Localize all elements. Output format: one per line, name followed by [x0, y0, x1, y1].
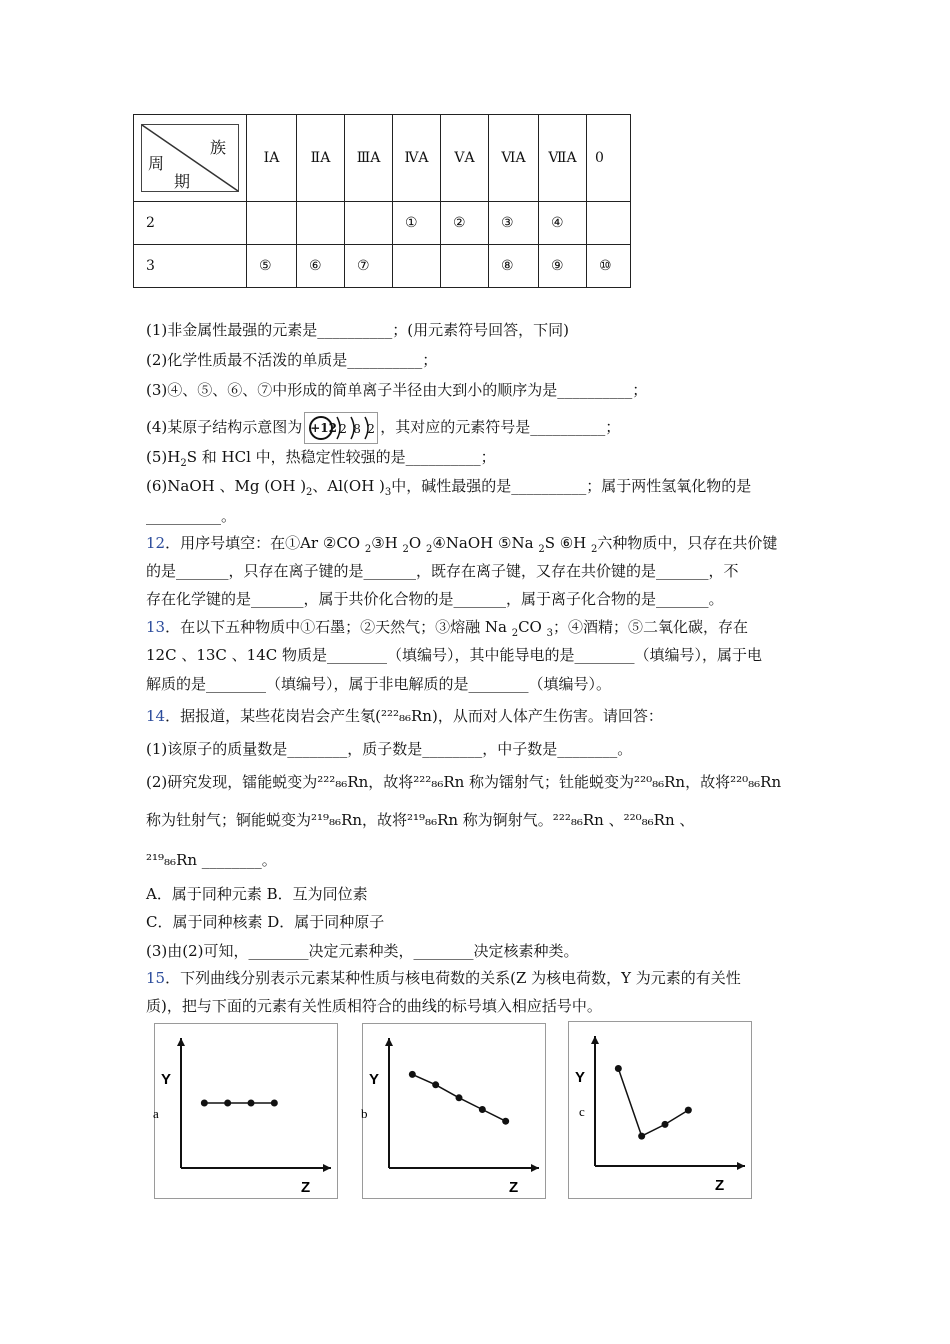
- sub: 2: [364, 544, 372, 555]
- data-point: [662, 1121, 669, 1128]
- table-cell: ⑩: [587, 245, 631, 288]
- q13-l1-a: ．在以下五种物质中①石墨；②天然气；③熔融 Na: [165, 618, 512, 636]
- chart-label: b: [361, 1106, 368, 1121]
- q11-l6-c: 中，碱性最强的是__________；属于两性氢氧化物的是: [391, 477, 752, 495]
- data-point: [502, 1118, 509, 1125]
- x-axis-arrow: [737, 1162, 745, 1170]
- atom-nucleus: +12: [310, 421, 338, 435]
- chart-a: [154, 1023, 338, 1199]
- q11-line-5: [146, 447, 496, 474]
- data-point: [456, 1094, 463, 1101]
- chart-c: [568, 1021, 752, 1199]
- header-cell: ⅤA: [441, 115, 489, 202]
- sub: 3: [546, 628, 553, 639]
- series-line: [618, 1069, 688, 1137]
- table-cell: ④: [539, 202, 587, 245]
- periodic-table: [133, 114, 631, 288]
- data-point: [432, 1081, 439, 1088]
- q11-line-6: [146, 476, 751, 503]
- y-axis-label: Y: [161, 1071, 172, 1088]
- atom-diagram: [304, 412, 378, 444]
- q11-line-2: (2)化学性质最不活泼的单质是__________；: [146, 351, 438, 369]
- q11-line-4-a: (4)某原子结构示意图为: [146, 418, 303, 436]
- q14-line-1: [146, 706, 663, 726]
- q11-line-4-b: ，其对应的元素符号是__________；: [380, 418, 621, 436]
- header-cell: ⅣA: [393, 115, 441, 202]
- header-cell: ⅥA: [489, 115, 539, 202]
- q14-option-ab: A．属于同种元素 B．互为同位素: [146, 885, 368, 903]
- y-axis-arrow: [591, 1036, 599, 1044]
- q14-line-8: (3)由(2)可知，________决定元素种类，________决定核素种类。: [146, 942, 579, 960]
- period-cell: 3: [134, 245, 247, 288]
- q14-line-5: ²¹⁹₈₆Rn ________。: [146, 851, 277, 869]
- table-cell: [297, 202, 345, 245]
- q11-l6-a: (6)NaOH 、Mg (OH ): [146, 477, 307, 495]
- y-axis-label: Y: [369, 1071, 380, 1088]
- table-row: [134, 245, 631, 288]
- data-point: [638, 1133, 645, 1140]
- header-cell: ⅠA: [247, 115, 297, 202]
- table-cell: ⑦: [345, 245, 393, 288]
- table-cell: ⑧: [489, 245, 539, 288]
- header-cell: ⅦA: [539, 115, 587, 202]
- q12-line-1: [146, 533, 777, 560]
- q12-l1-c: O: [408, 534, 426, 552]
- table-cell: [587, 202, 631, 245]
- data-point: [685, 1107, 692, 1114]
- corner-cell: [134, 115, 247, 202]
- q11-line-1: (1)非金属性最强的元素是__________；(用元素符号回答，下同): [146, 321, 569, 339]
- q11-l5-a: (5)H: [146, 448, 181, 466]
- q12-l1-e: S ⑥H: [544, 534, 592, 552]
- x-axis-label: Z: [509, 1179, 519, 1196]
- table-row: [134, 202, 631, 245]
- q14-line-4: 称为钍射气；锕能蜕变为²¹⁹₈₆Rn，故将²¹⁹₈₆Rn 称为锕射气。²²²₈₆Rn 、²²⁰₈₆Rn 、: [146, 811, 695, 829]
- data-point: [615, 1065, 622, 1072]
- chart-c-svg: [569, 1022, 751, 1198]
- question-number: 13: [146, 618, 166, 636]
- q14-option-cd: C．属于同种核素 D．属于同种原子: [146, 913, 385, 931]
- period-label-2: 期: [174, 172, 191, 191]
- chart-b: [362, 1023, 546, 1199]
- sub: 3: [384, 487, 392, 498]
- table-cell: [247, 202, 297, 245]
- q12-line-3: 存在化学键的是_______，属于共价化合物的是_______，属于离子化合物的是_______。: [146, 590, 724, 608]
- chart-a-svg: [155, 1024, 337, 1198]
- atom-shell-3: 2: [367, 422, 375, 436]
- header-cell: 0: [587, 115, 631, 202]
- sub: 2: [425, 544, 433, 555]
- data-point: [224, 1100, 231, 1107]
- x-axis-arrow: [531, 1164, 539, 1172]
- q12-line-2: 的是_______，只存在离子键的是_______，既存在离子键，又存在共价键的是_______，不: [146, 562, 739, 580]
- sub: 2: [180, 458, 187, 469]
- table-cell: ②: [441, 202, 489, 245]
- atom-shell-1: 2: [339, 422, 347, 436]
- q15-line-2: 质)，把与下面的元素有关性质相符合的曲线的标号填入相应括号中。: [146, 997, 602, 1015]
- sub: 2: [306, 487, 313, 498]
- q11-l5-b: S 和 HCl 中，热稳定性较强的是__________；: [186, 448, 496, 466]
- q13-line-3: 解质的是________（填编号），属于非电解质的是________（填编号）。: [146, 675, 612, 693]
- q13-l1-c: ；④酒精；⑤二氧化碳，存在: [553, 618, 749, 636]
- q13-line-2: 12C 、13C 、14C 物质是________（填编号），其中能导电的是________（填编号），属于电: [146, 646, 762, 664]
- sub: 2: [538, 544, 545, 555]
- y-axis-arrow: [177, 1038, 185, 1046]
- x-axis-label: Z: [715, 1177, 725, 1194]
- q11-line-7: __________。: [146, 507, 237, 525]
- table-cell: ⑥: [297, 245, 345, 288]
- period-label: 周: [148, 154, 165, 173]
- table-cell: ①: [393, 202, 441, 245]
- question-number: 14: [146, 707, 166, 725]
- question-number: 12: [146, 534, 166, 552]
- data-point: [201, 1100, 208, 1107]
- table-cell: ③: [489, 202, 539, 245]
- data-point: [409, 1071, 416, 1078]
- x-axis-label: Z: [301, 1179, 311, 1196]
- table-cell: ⑤: [247, 245, 297, 288]
- chart-b-svg: [363, 1024, 545, 1198]
- chart-label: c: [579, 1104, 585, 1119]
- q13-line-1: [146, 617, 748, 644]
- question-number: 15: [146, 969, 166, 987]
- q11-l6-b: 、Al(OH ): [312, 477, 385, 495]
- q14-line-3: (2)研究发现，镭能蜕变为²²²₈₆Rn，故将²²²₈₆Rn 称为镭射气；钍能蜕变为²²⁰₈₆Rn，故将²²⁰₈₆Rn: [146, 773, 782, 791]
- sub: 2: [511, 628, 519, 639]
- q13-l1-b: CO: [518, 618, 547, 636]
- x-axis-arrow: [323, 1164, 331, 1172]
- y-axis-label: Y: [575, 1069, 586, 1086]
- table-cell: [393, 245, 441, 288]
- data-point: [479, 1106, 486, 1113]
- header-cell: ⅢA: [345, 115, 393, 202]
- table-cell: [345, 202, 393, 245]
- chart-label: a: [153, 1106, 159, 1121]
- sub: 2: [591, 544, 598, 555]
- atom-shell-2: 8: [353, 422, 361, 436]
- table-cell: ⑨: [539, 245, 587, 288]
- q12-l1-b: ③H: [371, 534, 403, 552]
- q15-l1: ．下列曲线分别表示元素某种性质与核电荷数的关系(Z 为核电荷数，Y 为元素的有关性: [165, 969, 741, 987]
- q11-line-3: (3)④、⑤、⑥、⑦中形成的简单离子半径由大到小的顺序为是__________；: [146, 381, 648, 399]
- q14-line-2: (1)该原子的质量数是________，质子数是________，中子数是________。: [146, 740, 633, 758]
- q12-l1-f: 六种物质中，只存在共价键: [597, 534, 778, 552]
- y-axis-arrow: [385, 1038, 393, 1046]
- period-cell: 2: [134, 202, 247, 245]
- q15-line-1: [146, 968, 741, 988]
- table-cell: [441, 245, 489, 288]
- sub: 2: [402, 544, 409, 555]
- q12-l1-a: ．用序号填空：在①Ar ②CO: [165, 534, 365, 552]
- data-point: [271, 1100, 278, 1107]
- q11-line-4: [146, 412, 620, 444]
- data-point: [248, 1100, 255, 1107]
- header-cell: ⅡA: [297, 115, 345, 202]
- q14-l1: ．据报道，某些花岗岩会产生氡(²²²₈₆Rn)，从而对人体产生伤害。请回答：: [165, 707, 663, 725]
- group-label: 族: [209, 138, 226, 157]
- q12-l1-d: ④NaOH ⑤Na: [432, 534, 539, 552]
